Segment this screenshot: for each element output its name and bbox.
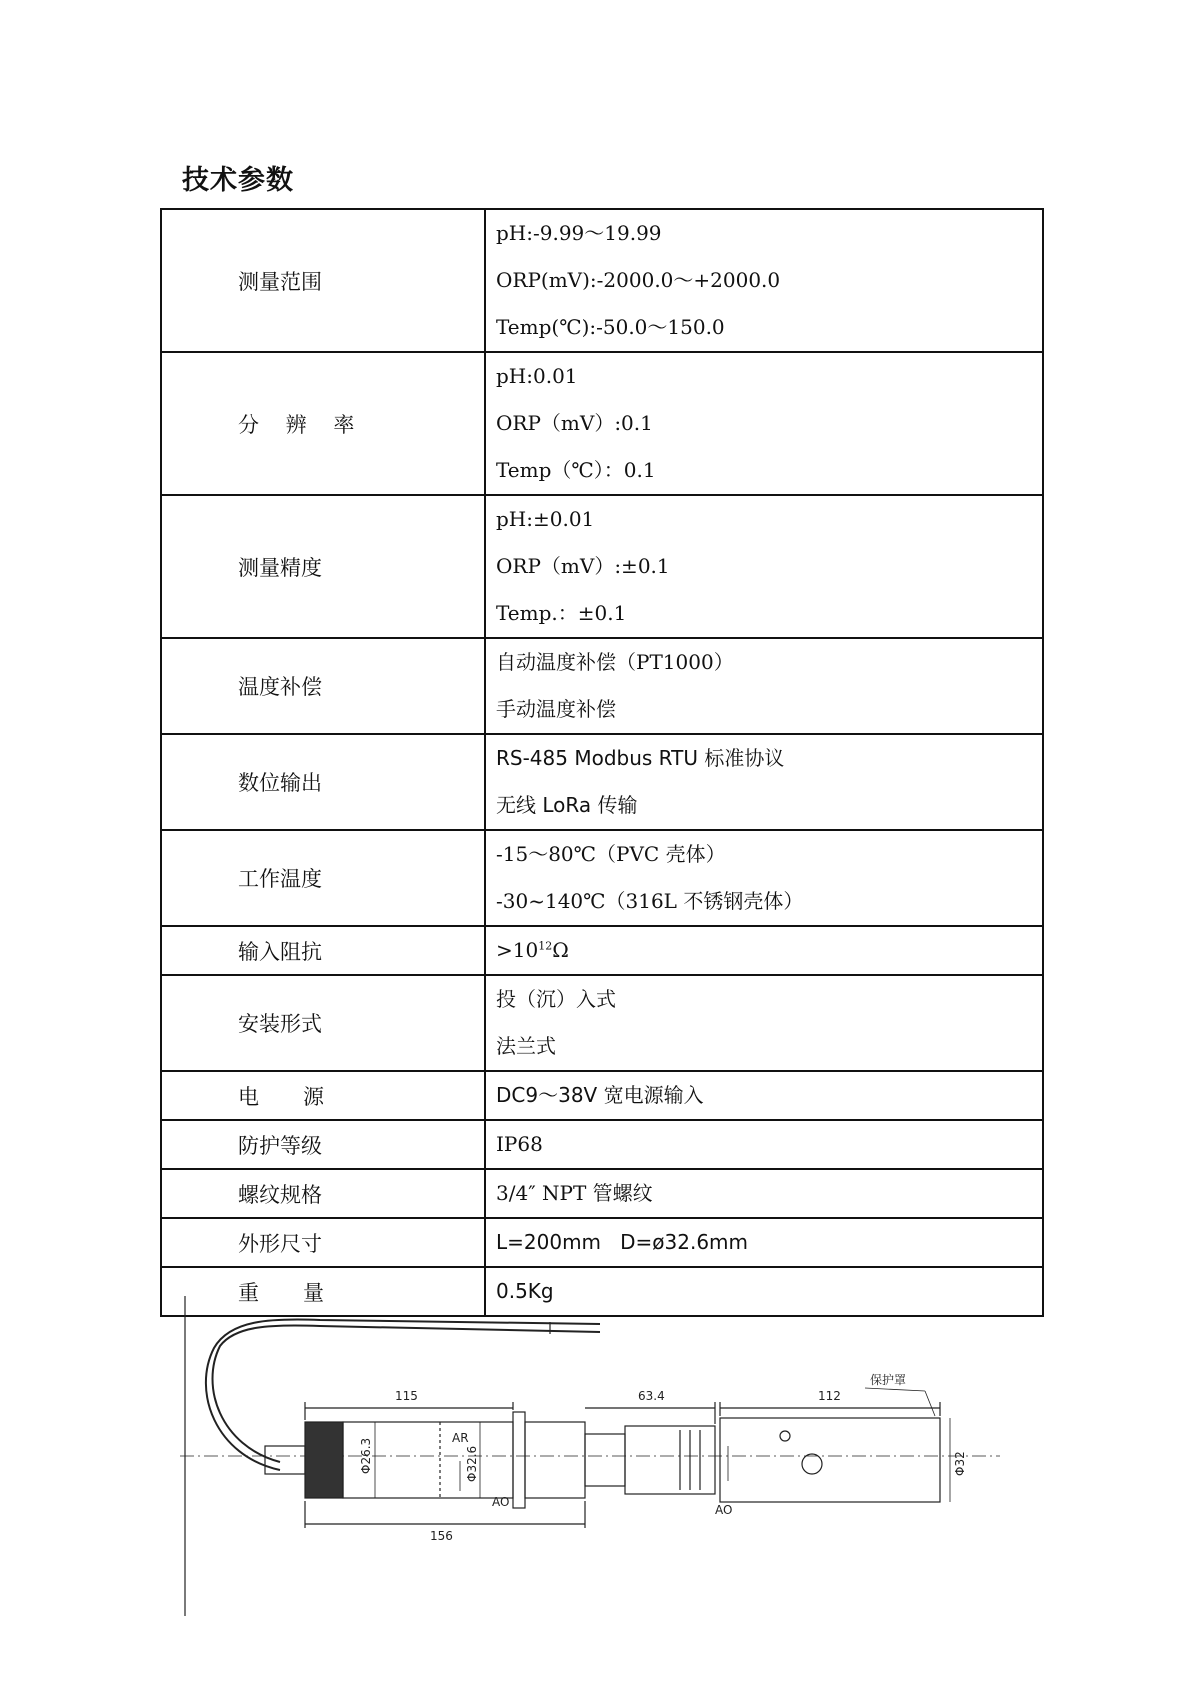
value-line: 0.5Kg bbox=[496, 1279, 554, 1303]
value-line: 法兰式 bbox=[496, 1034, 556, 1058]
value-line: 自动温度补偿（PT1000） bbox=[496, 650, 734, 674]
row-label: 测量范围 bbox=[161, 209, 485, 352]
value-line: ORP(mV):-2000.0～+2000.0 bbox=[496, 268, 781, 292]
leader-line bbox=[925, 1391, 935, 1416]
value-line: 无线 LoRa 传输 bbox=[496, 793, 638, 817]
leader-line bbox=[865, 1388, 925, 1391]
guard-hole bbox=[780, 1431, 790, 1441]
table-row bbox=[161, 638, 1043, 734]
impedance-unit: Ω bbox=[552, 938, 569, 962]
value-line: RS-485 Modbus RTU 标准协议 bbox=[496, 746, 785, 770]
value-line: Temp(℃):-50.0～150.0 bbox=[496, 315, 725, 339]
value-line: ORP（mV）:±0.1 bbox=[496, 554, 670, 578]
impedance-exponent: 12 bbox=[538, 939, 553, 953]
protective-guard bbox=[720, 1418, 940, 1502]
ao-label: AO bbox=[715, 1503, 733, 1517]
table-row bbox=[161, 1218, 1043, 1267]
sleeve bbox=[525, 1422, 585, 1498]
table-row bbox=[161, 209, 1043, 352]
row-label: 螺纹规格 bbox=[161, 1169, 485, 1218]
row-label: 数位输出 bbox=[161, 734, 485, 830]
dia-32-label: Φ32 bbox=[953, 1451, 967, 1476]
value-line: pH:0.01 bbox=[496, 364, 578, 388]
dim-112-label: 112 bbox=[818, 1389, 841, 1403]
row-label: 输入阻抗 bbox=[161, 926, 485, 975]
row-label: 防护等级 bbox=[161, 1120, 485, 1169]
value-line: 3/4″ NPT 管螺纹 bbox=[496, 1181, 653, 1205]
guard-hole bbox=[802, 1454, 822, 1474]
threaded-cap bbox=[305, 1422, 343, 1498]
value-line: IP68 bbox=[496, 1132, 543, 1156]
table-row bbox=[161, 830, 1043, 926]
spec-table bbox=[160, 208, 1044, 1317]
value-line: pH:-9.99～19.99 bbox=[496, 221, 662, 245]
row-label: 安装形式 bbox=[161, 975, 485, 1071]
guard-label: 保护罩 bbox=[870, 1373, 907, 1387]
value-line: -30~140℃（316L 不锈钢壳体） bbox=[496, 889, 804, 913]
dim-115-label: 115 bbox=[395, 1389, 418, 1403]
table-row bbox=[161, 1169, 1043, 1218]
dim-156-label: 156 bbox=[430, 1529, 453, 1543]
impedance-prefix: >10 bbox=[496, 938, 539, 962]
page-title: 技术参数 bbox=[182, 165, 294, 196]
row-label: 外形尺寸 bbox=[161, 1218, 485, 1267]
value-line: Temp.：±0.1 bbox=[496, 601, 627, 625]
value-line: 投（沉）入式 bbox=[496, 987, 616, 1011]
value-line: -15～80℃（PVC 壳体） bbox=[496, 842, 726, 866]
value-line: Temp（℃）：0.1 bbox=[496, 458, 656, 482]
value-line: ORP（mV）:0.1 bbox=[496, 411, 653, 435]
flange bbox=[513, 1412, 525, 1508]
row-label: 分 辨 率 bbox=[161, 352, 485, 495]
table-row bbox=[161, 495, 1043, 638]
value-line: DC9～38V 宽电源输入 bbox=[496, 1083, 704, 1107]
row-label: 重量 bbox=[161, 1267, 485, 1316]
value-line: pH:±0.01 bbox=[496, 507, 595, 531]
row-label: 电源 bbox=[161, 1071, 485, 1120]
table-row bbox=[161, 1120, 1043, 1169]
row-label: 工作温度 bbox=[161, 830, 485, 926]
dim-634-label: 63.4 bbox=[638, 1389, 665, 1403]
ar-label: AR bbox=[452, 1431, 469, 1445]
value-line: L=200mm D=ø32.6mm bbox=[496, 1230, 749, 1254]
table-row bbox=[161, 975, 1043, 1071]
dia-326-label: Φ32.6 bbox=[465, 1445, 479, 1482]
table-row bbox=[161, 734, 1043, 830]
table-row bbox=[161, 1071, 1043, 1120]
value-line: 手动温度补偿 bbox=[496, 697, 616, 721]
ao-label: AO bbox=[492, 1495, 510, 1509]
row-label: 测量精度 bbox=[161, 495, 485, 638]
neck bbox=[585, 1434, 625, 1486]
table-row bbox=[161, 926, 1043, 975]
row-label: 温度补偿 bbox=[161, 638, 485, 734]
table-row bbox=[161, 352, 1043, 495]
dia-263-label: Φ26.3 bbox=[359, 1437, 373, 1474]
sensor-dimension-drawing bbox=[180, 1296, 1050, 1616]
value-line bbox=[496, 927, 1032, 974]
sensor-tip bbox=[625, 1426, 715, 1494]
